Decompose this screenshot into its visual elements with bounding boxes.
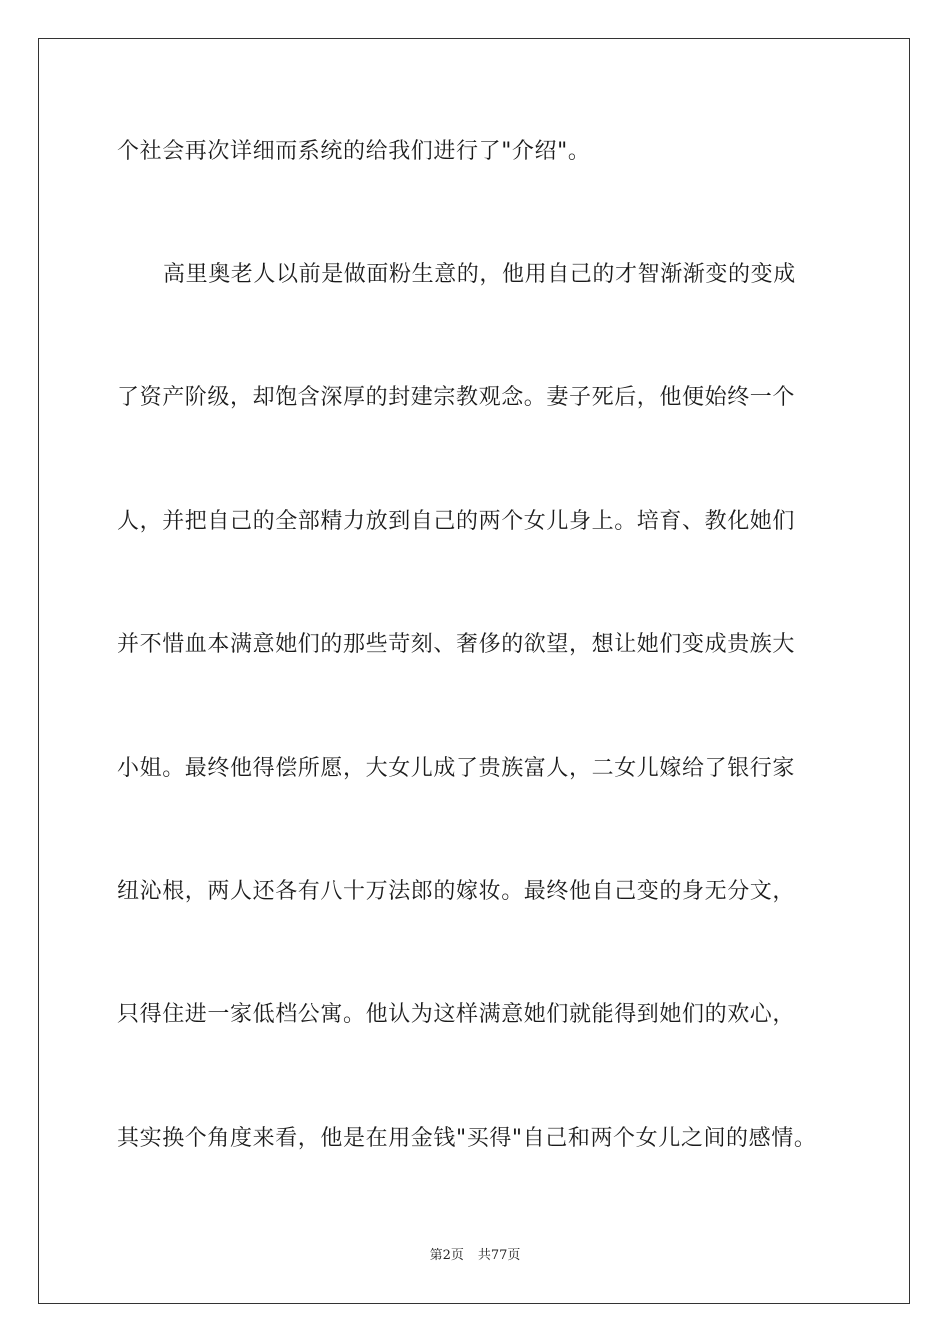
text-line: 小姐。最终他得偿所愿，大女儿成了贵族富人，二女儿嫁给了银行家 <box>117 756 796 781</box>
page-number: 第2页 <box>429 1248 464 1263</box>
paragraph-first-line: 高里奥老人以前是做面粉生意的，他用自己的才智渐渐变的变成 <box>163 262 796 287</box>
text-line: 只得住进一家低档公寓。他认为这样满意她们就能得到她们的欢心， <box>117 1002 796 1027</box>
text-line: 人，并把自己的全部精力放到自己的两个女儿身上。培育、教化她们 <box>117 509 796 534</box>
text-line: 其实换个角度来看，他是在用金钱"买得"自己和两个女儿之间的感情。 <box>117 1126 817 1151</box>
page-total: 共77页 <box>477 1248 521 1263</box>
page-frame <box>38 38 910 1304</box>
text-line: 个社会再次详细而系统的给我们进行了"介绍"。 <box>117 139 591 164</box>
text-line: 纽沁根，两人还各有八十万法郎的嫁妆。最终他自己变的身无分文， <box>117 879 796 904</box>
page-footer <box>0 1247 950 1265</box>
text-line: 了资产阶级，却饱含深厚的封建宗教观念。妻子死后，他便始终一个 <box>117 385 796 410</box>
text-line: 并不惜血本满意她们的那些苛刻、奢侈的欲望，想让她们变成贵族大 <box>117 632 796 657</box>
